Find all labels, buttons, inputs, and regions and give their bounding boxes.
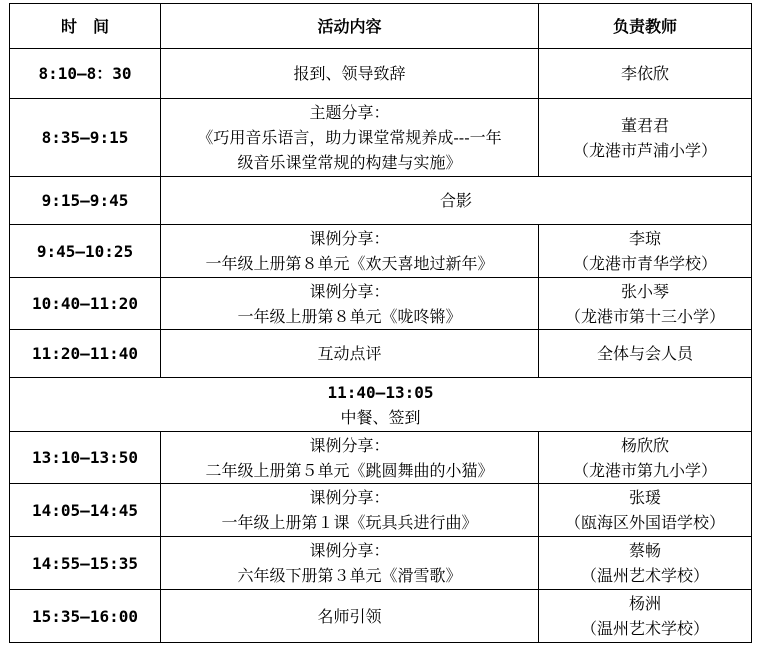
teacher-cell: 全体与会人员 [539,330,752,378]
header-row [10,4,752,49]
teacher-cell: 杨欣欣 （龙港市第九小学） [539,432,752,484]
teacher-cell: 蔡畅 （温州艺术学校） [539,537,752,590]
time-cell: 15:35—16:00 [10,590,161,643]
time-cell: 9:45—10:25 [10,225,161,278]
teacher-cell: 张瑗 （瓯海区外国语学校） [539,484,752,537]
teacher-cell: 董君君 （龙港市芦浦小学） [539,99,752,177]
table-row [10,49,752,99]
time-cell: 11:20—11:40 [10,330,161,378]
activity-cell: 主题分享： 《巧用音乐语言，助力课堂常规养成---一年 级音乐课堂常规的构建与实施》 [161,99,539,177]
time-header: 时 间 [10,4,161,49]
activity-cell: 报到、领导致辞 [161,49,539,99]
table-row [10,330,752,378]
time-cell: 9:15—9:45 [10,177,161,225]
table-row [10,484,752,537]
teacher-cell: 李依欣 [539,49,752,99]
time-cell: 14:55—15:35 [10,537,161,590]
time-cell: 14:05—14:45 [10,484,161,537]
teacher-cell: 张小琴 （龙港市第十三小学） [539,278,752,330]
activity-cell: 合影 [161,177,752,225]
time-cell: 8:35—9:15 [10,99,161,177]
table-row [10,225,752,278]
teacher-header: 负责教师 [539,4,752,49]
table-row [10,432,752,484]
activity-cell: 课例分享： 一年级上册第８单元《欢天喜地过新年》 [161,225,539,278]
activity-cell: 名师引领 [161,590,539,643]
teacher-cell: 李琼 （龙港市青华学校） [539,225,752,278]
teacher-cell: 杨洲 （温州艺术学校） [539,590,752,643]
activity-cell: 课例分享： 一年级上册第８单元《咙咚锵》 [161,278,539,330]
table-row [10,537,752,590]
time-cell: 8:10—8：30 [10,49,161,99]
activity-cell: 互动点评 [161,330,539,378]
activity-cell: 课例分享： 六年级下册第３单元《滑雪歌》 [161,537,539,590]
schedule-table [9,3,752,643]
activity-cell: 课例分享： 二年级上册第５单元《跳圆舞曲的小猫》 [161,432,539,484]
table-row [10,378,752,432]
time-cell: 10:40—11:20 [10,278,161,330]
activity-cell: 课例分享： 一年级上册第１课《玩具兵进行曲》 [161,484,539,537]
table-row [10,99,752,177]
time-cell: 13:10—13:50 [10,432,161,484]
lunch-cell: 11:40—13:05 中餐、签到 [10,378,752,432]
table-row [10,177,752,225]
table-row [10,278,752,330]
table-row [10,590,752,643]
activity-header: 活动内容 [161,4,539,49]
